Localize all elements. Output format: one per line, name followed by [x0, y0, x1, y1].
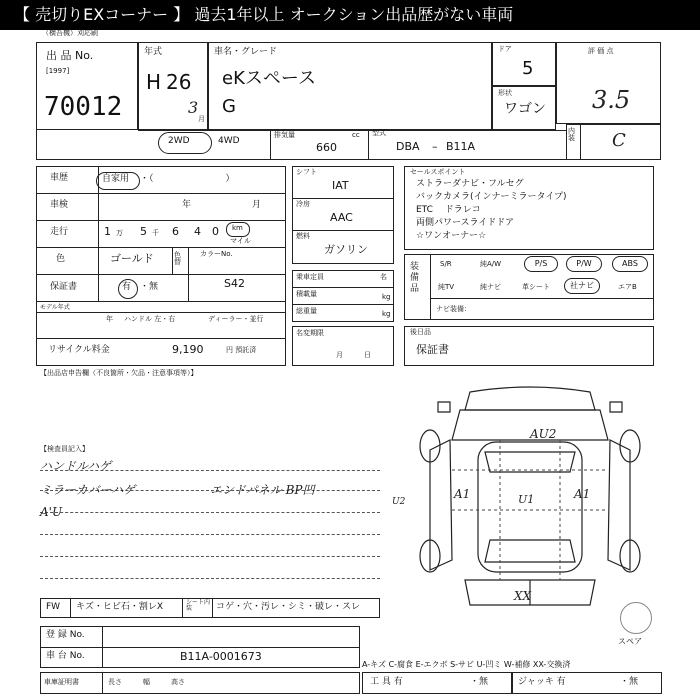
- weight-label: 総重量: [296, 307, 317, 315]
- ac-label: 冷房: [296, 200, 310, 208]
- ac-value: AAC: [330, 211, 353, 224]
- model-year-unit: 年: [106, 315, 113, 323]
- warranty-label: 保証書: [50, 282, 78, 292]
- certificate-dims: 長さ 幅 高さ: [108, 678, 185, 686]
- name-label: 車名・グレード: [214, 47, 278, 57]
- sales-point-2: バックカメラ(インナーミラータイプ): [416, 192, 567, 202]
- damage-u1: U1: [518, 493, 535, 506]
- damage-a1-right: A1: [574, 487, 591, 501]
- declaration-label: 【出品店申告欄（不良箇所・欠品・注意事項等）】: [40, 369, 198, 377]
- color-no-value: S42: [224, 277, 245, 290]
- drive-4wd: 4WD: [218, 136, 240, 146]
- equipment-label: 装備品: [410, 262, 420, 294]
- name-change-label: 名変期限: [296, 329, 324, 337]
- recycle-label: リサイクル料金: [48, 345, 110, 355]
- mileage-man: 万: [116, 229, 123, 237]
- spare-label: スペア: [618, 637, 642, 646]
- door-value: 5: [522, 58, 534, 79]
- history-label: 車歴: [50, 173, 69, 183]
- drive-2wd: 2WD: [168, 136, 190, 146]
- mileage-digit-5: 0: [212, 225, 219, 238]
- damage-xx: XX: [514, 589, 532, 603]
- tools-option: ・無: [470, 677, 489, 687]
- model-prefix: DBA: [396, 140, 420, 153]
- score-value: 3.5: [592, 86, 631, 114]
- registration-label: 登 録 No.: [46, 630, 85, 640]
- fuel-value: ガソリン: [324, 243, 368, 256]
- listing-no-value: 70012: [44, 92, 123, 122]
- interior-value: C: [612, 130, 626, 151]
- car-grade: G: [222, 96, 236, 117]
- banner-text: 【 売切りEXコーナー 】 過去1年以上 オークション出品歴がない車両: [14, 5, 514, 24]
- cc-unit: cc: [352, 131, 360, 139]
- month-value: 3: [188, 98, 199, 117]
- left-table: [36, 166, 286, 366]
- inspection-year-unit: 年: [182, 200, 192, 210]
- certificate-row: [40, 672, 360, 694]
- equip-aftermarket-navi: 社ナビ: [564, 278, 600, 294]
- mileage-digit-1: 1: [104, 225, 111, 238]
- recycle-amount: 9,190: [172, 343, 204, 356]
- weight-unit: kg: [382, 310, 391, 318]
- history-private: 自家用: [102, 174, 130, 184]
- equip-leather: 革シート: [522, 283, 550, 291]
- seat-label: シート内装: [186, 599, 211, 612]
- sales-point-1: ストラーダナビ・フルセグ: [416, 179, 524, 189]
- chassis-value: B11A-0001673: [180, 650, 262, 663]
- inspector-note-2: ミラーカバーハゲ: [40, 483, 136, 497]
- model-label: 型式: [372, 129, 386, 137]
- model-value: B11A: [446, 140, 476, 153]
- listing-no-label: 出 品 No.: [46, 49, 94, 62]
- inspector-note-1: ハンドルハゲ: [40, 459, 112, 473]
- load-label: 積載量: [296, 290, 317, 298]
- seat-items: コゲ・穴・汚レ・シミ・破レ・スレ: [216, 602, 361, 612]
- mileage-mile: マイル: [230, 237, 251, 245]
- inspection-month-unit: 月: [252, 200, 262, 210]
- equip-sr: S/R: [440, 260, 452, 268]
- fuel-label: 燃料: [296, 232, 310, 240]
- year-value: 26: [166, 70, 192, 94]
- warranty-no: ・無: [140, 282, 159, 292]
- inspection-label: 車検: [50, 200, 69, 210]
- fw-items: キズ・ヒビ石・割レX: [76, 602, 163, 612]
- color-change-label: 色替: [174, 251, 181, 266]
- year-era: H: [146, 70, 162, 94]
- sales-point-4: 両側パワースライドドア: [416, 218, 515, 228]
- door-label: ドア: [498, 45, 512, 53]
- year-label: 年式: [144, 47, 163, 57]
- dealer-label: ディーラー・並行: [208, 315, 264, 323]
- equip-abs: ABS: [612, 256, 648, 272]
- jack-option: ・無: [620, 677, 639, 687]
- sales-point-5: ☆ワンオーナー☆: [416, 231, 487, 241]
- spare-tire-icon: [620, 602, 652, 634]
- capacity-unit: 名: [380, 273, 387, 281]
- equip-alloy: 純A/W: [480, 260, 502, 268]
- shape-label: 形状: [498, 89, 512, 97]
- damage-a1-left: A1: [454, 487, 471, 501]
- sheet-subnote: （横吾機）刈応刷: [42, 29, 98, 37]
- equip-pw: P/W: [566, 256, 602, 272]
- model-dash: –: [432, 140, 438, 153]
- damage-au2: AU2: [530, 427, 557, 441]
- chassis-label: 車 台 No.: [46, 651, 85, 661]
- name-change-date: 月 日: [336, 351, 371, 359]
- mileage-sen: 千: [152, 229, 159, 237]
- shift-value: IAT: [332, 179, 349, 192]
- inspector-note-3: A'U: [40, 505, 63, 519]
- shape-value: ワゴン: [504, 101, 546, 117]
- equip-tv: 純TV: [438, 283, 455, 291]
- mileage-label: 走行: [50, 227, 69, 237]
- sales-points-label: セールスポイント: [410, 168, 466, 176]
- mileage-digit-3: 6: [172, 225, 179, 238]
- after-items-label: 後日品: [410, 328, 431, 336]
- displacement-value: 660: [316, 141, 337, 154]
- recycle-unit: 円 預託済: [226, 346, 257, 354]
- shift-label: シフト: [296, 168, 317, 176]
- mileage-digit-2: 5: [140, 225, 147, 238]
- month-suffix: 月: [198, 115, 205, 123]
- listing-code: [1997]: [46, 67, 70, 75]
- tools-label: 工 具 有: [370, 677, 403, 687]
- jack-label: ジャッキ 有: [518, 677, 566, 687]
- color-value: ゴールド: [110, 252, 154, 265]
- navi-label: ナビ装備：: [436, 305, 471, 313]
- after-items-value: 保証書: [416, 343, 449, 356]
- damage-legend: A-キズ C-腐食 E-エクボ S-サビ U-凹ミ W-補修 XX-交換済: [362, 660, 571, 669]
- certificate-label: 車庫証明書: [44, 678, 79, 686]
- history-rest: ・（ ）: [140, 174, 235, 184]
- inspector-label: 【検査員記入】: [40, 445, 89, 453]
- damage-u2: U2: [392, 497, 406, 507]
- equip-ps: P/S: [524, 256, 558, 272]
- capacity-label: 乗車定員: [296, 273, 324, 281]
- equip-airbag: エアB: [618, 283, 637, 291]
- inspector-note-4: エンドパネル BP凹: [210, 483, 315, 497]
- interior-label: 内装: [568, 127, 575, 142]
- car-name: eKスペース: [222, 68, 316, 89]
- mileage-digit-4: 4: [194, 225, 201, 238]
- warranty-yes: 有: [122, 282, 132, 292]
- equip-navi: 純ナビ: [480, 283, 501, 291]
- fw-label: FW: [46, 602, 61, 612]
- displacement-label: 排気量: [274, 131, 295, 139]
- color-label: 色: [56, 254, 66, 264]
- score-label: 評 価 点: [588, 47, 614, 55]
- sales-point-3: ETC ドラレコ: [416, 205, 481, 215]
- mileage-km: km: [232, 224, 243, 232]
- load-unit: kg: [382, 293, 391, 301]
- color-no-label: カラーNo.: [200, 250, 233, 258]
- handle-label: ハンドル 左・右: [124, 315, 176, 323]
- model-year-label: モデル年式: [40, 304, 70, 311]
